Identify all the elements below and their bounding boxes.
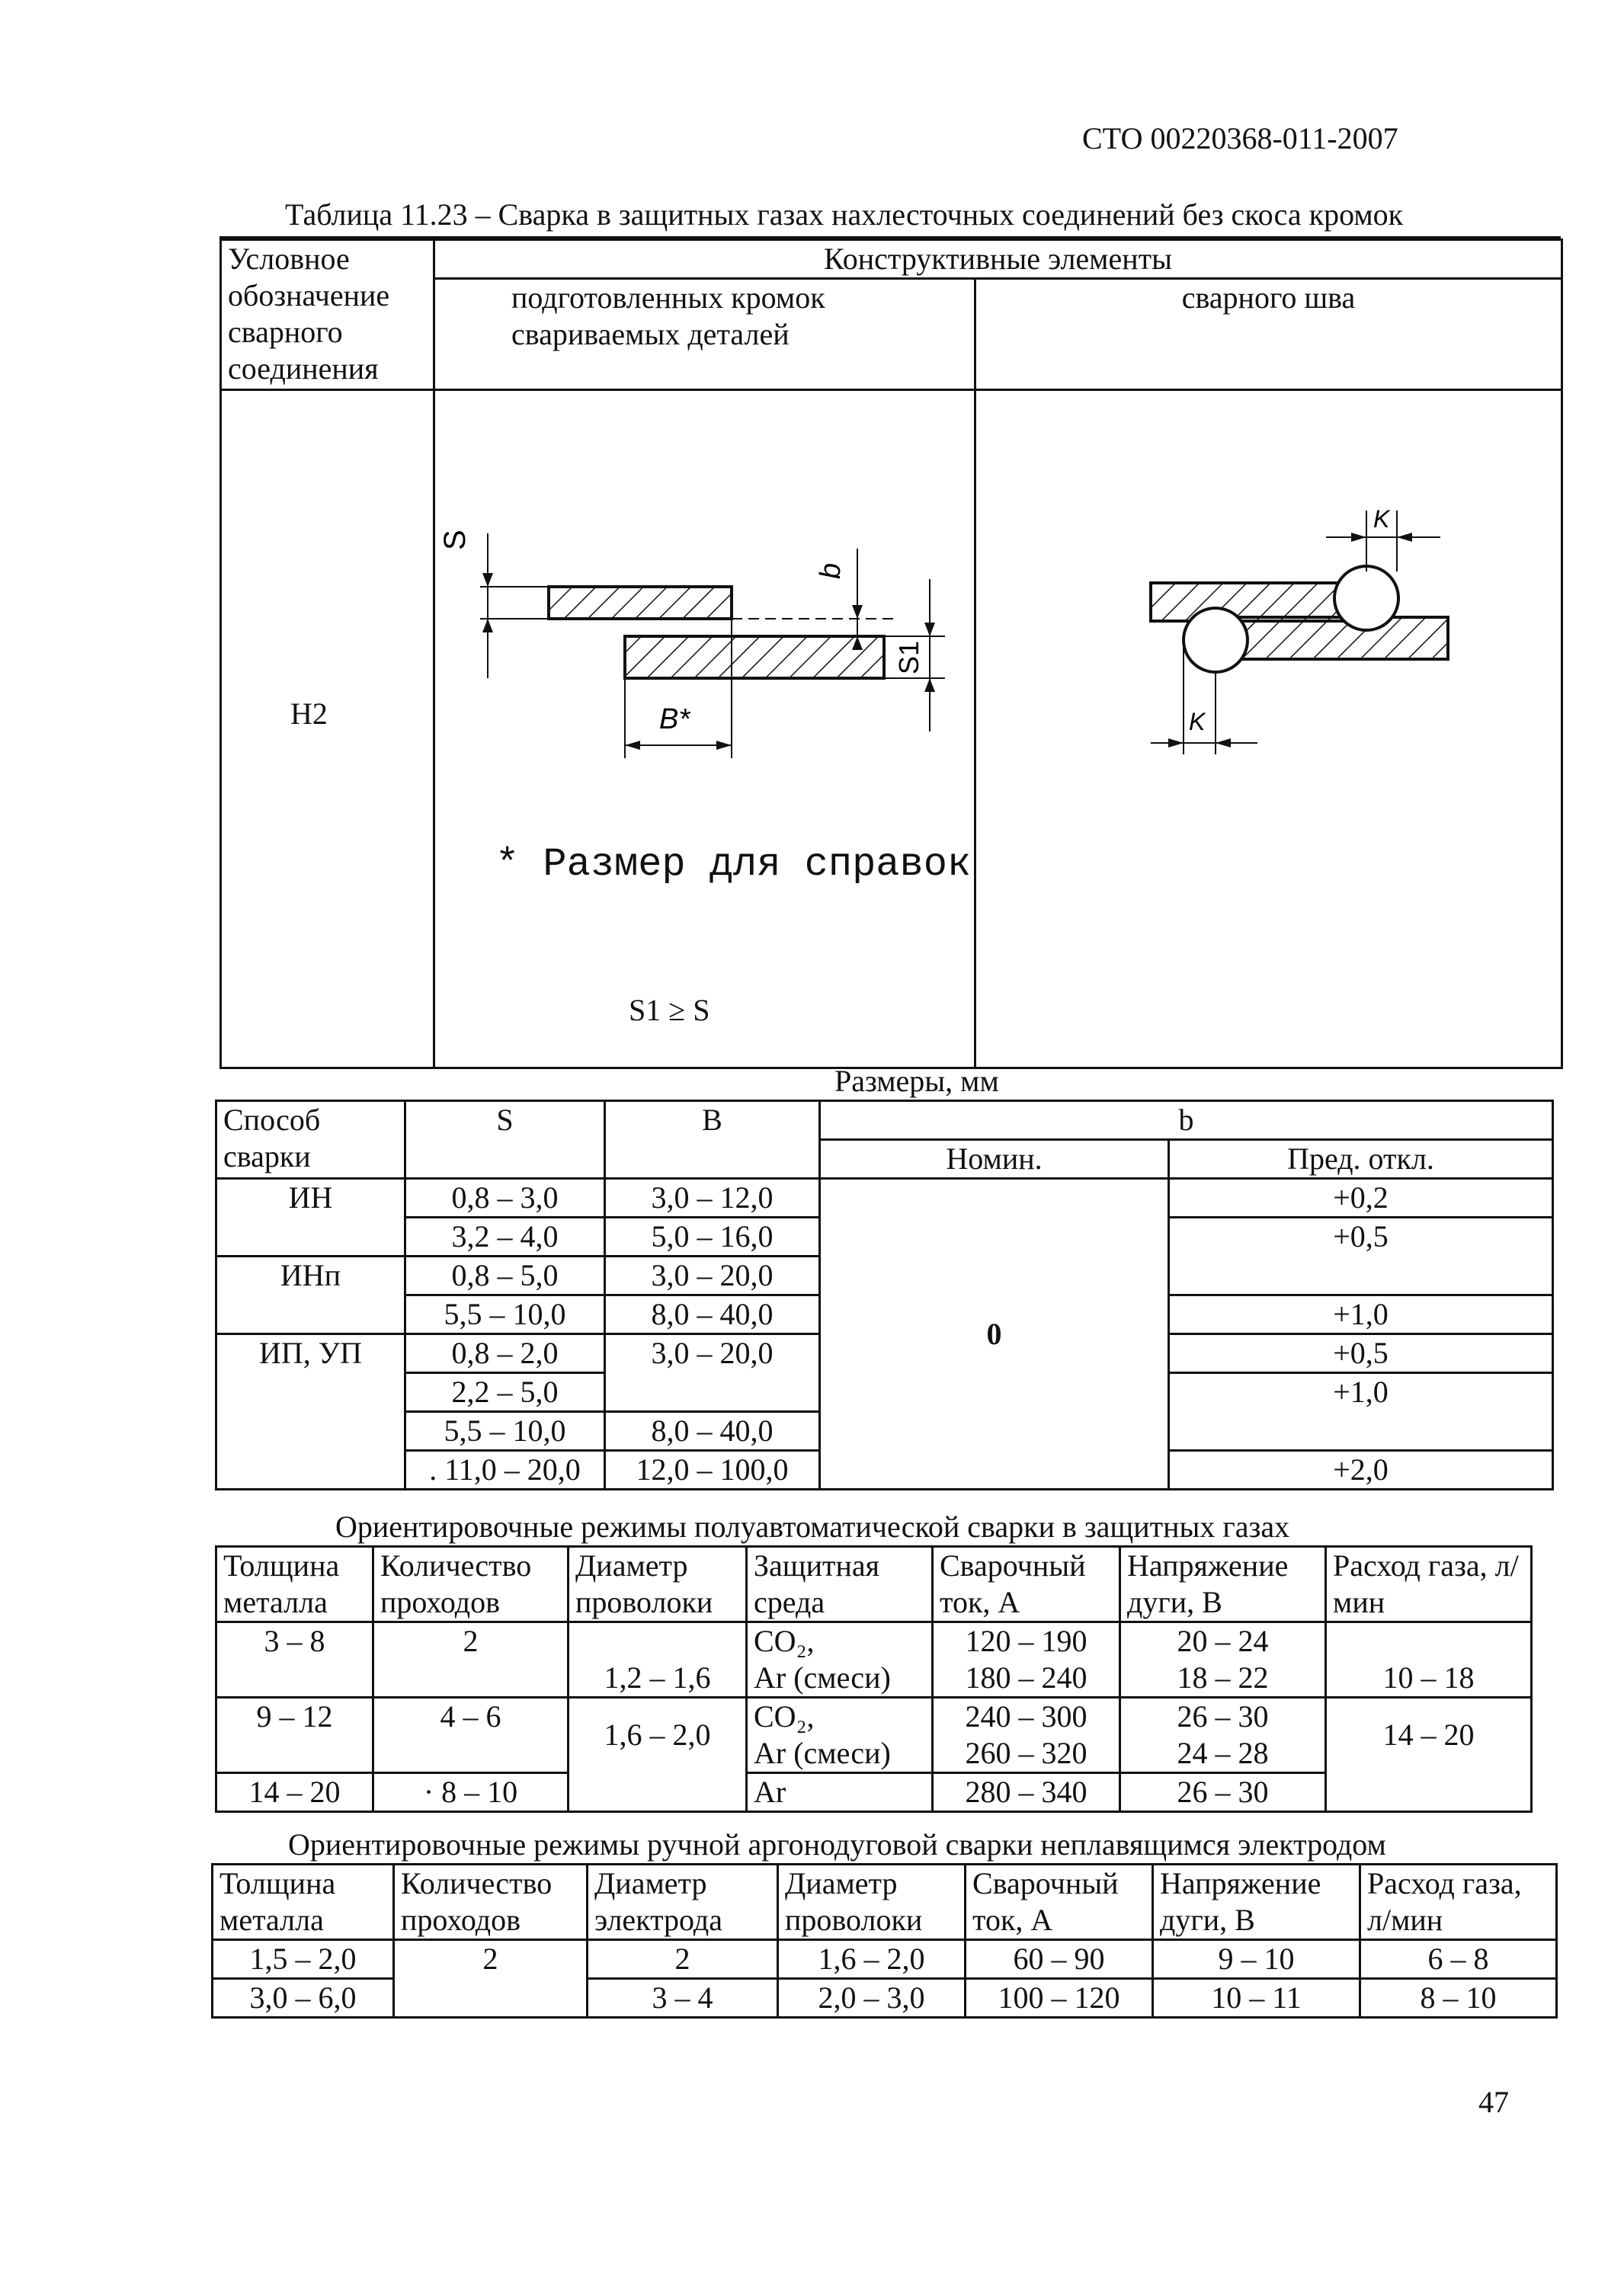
b-col-header: B bbox=[605, 1101, 820, 1179]
current-cell bbox=[933, 1698, 1120, 1773]
method-header: Способ сварки bbox=[216, 1101, 405, 1179]
method-inp: ИНп bbox=[216, 1257, 405, 1334]
s-value: 0,8 – 5,0 bbox=[405, 1257, 605, 1295]
b-value: 8,0 – 40,0 bbox=[605, 1412, 820, 1451]
joint-code: Н2 bbox=[221, 390, 434, 1068]
tolerance-value: +1,0 bbox=[1169, 1373, 1553, 1451]
manual-table bbox=[211, 1863, 1558, 2019]
thickness-cell: 3 – 8 bbox=[216, 1622, 373, 1698]
voltage-line: 26 – 30 bbox=[1177, 1699, 1269, 1734]
manual-header: Напряжение дуги, В bbox=[1153, 1865, 1360, 1940]
gas-cell bbox=[747, 1698, 933, 1773]
label-s: S bbox=[438, 530, 472, 550]
weld-bead-top bbox=[1334, 566, 1398, 630]
semiauto-header: Толщина металла bbox=[216, 1547, 373, 1622]
table-caption: Таблица 11.23 – Сварка в защитных газах нахлесточных соединений без скоса кромок bbox=[285, 197, 1404, 232]
tolerance-header: Пред. откл. bbox=[1169, 1140, 1553, 1179]
weld-upper-plate bbox=[1151, 583, 1364, 621]
page-number: 47 bbox=[1478, 2085, 1509, 2119]
voltage-cell: 10 – 11 bbox=[1153, 1979, 1360, 2018]
voltage-line: 18 – 22 bbox=[1177, 1660, 1269, 1695]
current-cell bbox=[933, 1622, 1120, 1698]
label-bstar: B* bbox=[659, 703, 690, 735]
wire-cell: 1,6 – 2,0 bbox=[569, 1698, 747, 1812]
gas-line: CO₂, bbox=[754, 1699, 815, 1734]
manual-header: Диаметр проволоки bbox=[778, 1865, 966, 1940]
semiauto-header: Сварочный ток, А bbox=[933, 1547, 1120, 1622]
manual-header: Количество проходов bbox=[394, 1865, 588, 1940]
voltage-cell: 9 – 10 bbox=[1153, 1940, 1360, 1979]
flow-cell: 14 – 20 bbox=[1326, 1698, 1532, 1812]
tolerance-value: +0,5 bbox=[1169, 1334, 1553, 1373]
method-in: ИН bbox=[216, 1179, 405, 1257]
passes-cell: 2 bbox=[394, 1940, 588, 2018]
s-value: 5,5 – 10,0 bbox=[405, 1295, 605, 1334]
s-value: 3,2 – 4,0 bbox=[405, 1218, 605, 1257]
b-value: 8,0 – 40,0 bbox=[605, 1295, 820, 1334]
flow-cell: 10 – 18 bbox=[1326, 1622, 1532, 1698]
constructive-elements-header: Конструктивные элементы bbox=[434, 240, 1562, 279]
flow-cell: 6 – 8 bbox=[1360, 1940, 1557, 1979]
thickness-cell: 3,0 – 6,0 bbox=[213, 1979, 394, 2018]
current-cell: 100 – 120 bbox=[966, 1979, 1153, 2018]
method-ip-up: ИП, УП bbox=[216, 1334, 405, 1490]
passes-cell: 2 bbox=[373, 1622, 569, 1698]
upper-plate bbox=[549, 587, 732, 619]
manual-header: Расход газа, л/мин bbox=[1360, 1865, 1557, 1940]
manual-header: Толщина металла bbox=[213, 1865, 394, 1940]
current-line: 180 – 240 bbox=[965, 1660, 1087, 1695]
current-line: 240 – 300 bbox=[965, 1699, 1087, 1734]
lower-plate bbox=[625, 636, 884, 678]
voltage-cell: 26 – 30 bbox=[1120, 1773, 1326, 1812]
gas-line: Ar (смеси) bbox=[754, 1660, 891, 1695]
reference-note: * Размер для справок bbox=[495, 842, 972, 887]
voltage-cell bbox=[1120, 1698, 1326, 1773]
thickness-cell: 9 – 12 bbox=[216, 1698, 373, 1773]
semiauto-header: Диаметр проволоки bbox=[569, 1547, 747, 1622]
b-value: 3,0 – 20,0 bbox=[605, 1257, 820, 1295]
weld-bead-bottom bbox=[1184, 608, 1248, 672]
current-cell: 60 – 90 bbox=[966, 1940, 1153, 1979]
tolerance-value: +0,2 bbox=[1169, 1179, 1553, 1218]
b-small-header: b bbox=[820, 1101, 1553, 1140]
voltage-line: 24 – 28 bbox=[1177, 1736, 1269, 1770]
nominal-value: 0 bbox=[820, 1179, 1169, 1490]
s-value: 0,8 – 2,0 bbox=[405, 1334, 605, 1373]
label-k-top: K bbox=[1373, 505, 1390, 533]
s-value: 0,8 – 3,0 bbox=[405, 1179, 605, 1218]
b-value: 3,0 – 20,0 bbox=[605, 1334, 820, 1412]
semiauto-header: Напряжение дуги, В bbox=[1120, 1547, 1326, 1622]
current-line: 260 – 320 bbox=[965, 1736, 1087, 1770]
condition-formula: S1 ≥ S bbox=[629, 993, 710, 1027]
manual-header: Диаметр электрода bbox=[588, 1865, 778, 1940]
designation-header: Условное обозначение сварного соединения bbox=[221, 240, 434, 390]
semiauto-header: Расход газа, л/мин bbox=[1326, 1547, 1532, 1622]
tolerance-value: +2,0 bbox=[1169, 1451, 1553, 1490]
gas-line: Ar (смеси) bbox=[754, 1736, 891, 1770]
b-value: 5,0 – 16,0 bbox=[605, 1218, 820, 1257]
prepared-edges-header: подготовленных кромок свариваемых деталей bbox=[434, 279, 975, 390]
dimensions-table bbox=[215, 1100, 1554, 1490]
s-value: . 11,0 – 20,0 bbox=[405, 1451, 605, 1490]
passes-cell: · 8 – 10 bbox=[373, 1773, 569, 1812]
wire-cell: 1,6 – 2,0 bbox=[778, 1940, 966, 1979]
s-value: 5,5 – 10,0 bbox=[405, 1412, 605, 1451]
weld-lower-plate bbox=[1216, 617, 1448, 659]
document-code: СТО 00220368-011-2007 bbox=[1082, 121, 1398, 155]
flow-cell: 8 – 10 bbox=[1360, 1979, 1557, 2018]
current-cell: 280 – 340 bbox=[933, 1773, 1120, 1812]
voltage-line: 20 – 24 bbox=[1177, 1624, 1269, 1658]
label-k-bottom: K bbox=[1189, 708, 1206, 735]
prepared-edges-drawing bbox=[438, 503, 975, 777]
tolerance-value: +1,0 bbox=[1169, 1295, 1553, 1334]
manual-title: Ориентировочные режимы ручной аргонодуговой сварки неплавящимся электродом bbox=[288, 1827, 1386, 1862]
semiauto-title: Ориентировочные режимы полуавтоматической сварки в защитных газах bbox=[335, 1510, 1290, 1544]
electrode-cell: 3 – 4 bbox=[588, 1979, 778, 2018]
label-b: b bbox=[815, 562, 847, 579]
electrode-cell: 2 bbox=[588, 1940, 778, 1979]
b-value: 3,0 – 12,0 bbox=[605, 1179, 820, 1218]
semiauto-table bbox=[215, 1545, 1533, 1813]
thickness-cell: 14 – 20 bbox=[216, 1773, 373, 1812]
gas-cell bbox=[747, 1622, 933, 1698]
weld-header: сварного шва bbox=[975, 279, 1562, 390]
wire-cell: 1,2 – 1,6 bbox=[569, 1622, 747, 1698]
weld-drawing bbox=[1136, 480, 1471, 785]
passes-cell: 4 – 6 bbox=[373, 1698, 569, 1773]
s-value: 2,2 – 5,0 bbox=[405, 1373, 605, 1412]
gas-line: CO₂, bbox=[754, 1624, 815, 1658]
semiauto-header: Количество проходов bbox=[373, 1547, 569, 1622]
tolerance-value: +0,5 bbox=[1169, 1218, 1553, 1295]
semiauto-header: Защитная среда bbox=[747, 1547, 933, 1622]
label-s1: S1 bbox=[893, 640, 924, 674]
gas-cell: Ar bbox=[747, 1773, 933, 1812]
current-line: 120 – 190 bbox=[965, 1624, 1087, 1658]
nominal-header: Номин. bbox=[820, 1140, 1169, 1179]
dims-title: Размеры, мм bbox=[834, 1064, 999, 1098]
thickness-cell: 1,5 – 2,0 bbox=[213, 1940, 394, 1979]
b-value: 12,0 – 100,0 bbox=[605, 1451, 820, 1490]
s-header: S bbox=[405, 1101, 605, 1179]
wire-cell: 2,0 – 3,0 bbox=[778, 1979, 966, 2018]
voltage-cell bbox=[1120, 1622, 1326, 1698]
manual-header: Сварочный ток, А bbox=[966, 1865, 1153, 1940]
